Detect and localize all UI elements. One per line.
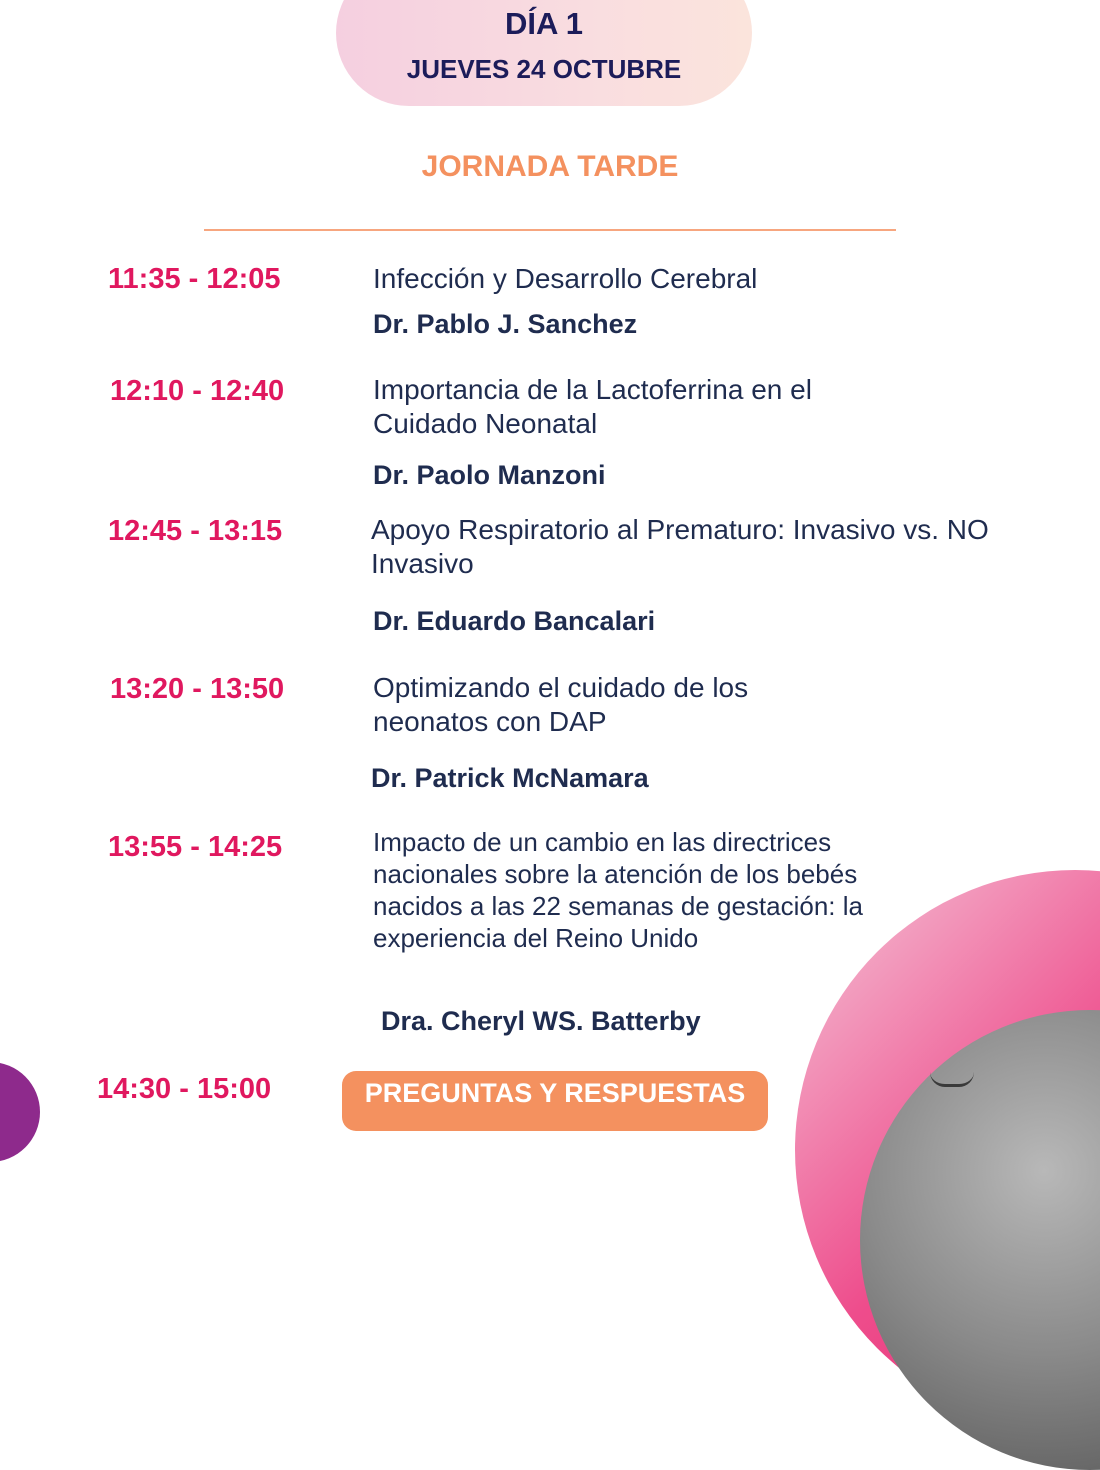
agenda-speaker: Dr. Pablo J. Sanchez — [373, 309, 638, 339]
agenda-time: 13:20 - 13:50 — [110, 673, 285, 705]
qa-badge: PREGUNTAS Y RESPUESTAS — [342, 1071, 768, 1131]
decorative-circle-left — [0, 1062, 40, 1162]
agenda-time: 11:35 - 12:05 — [108, 263, 281, 295]
agenda-time: 14:30 - 15:00 — [97, 1073, 272, 1105]
agenda-time: 13:55 - 14:25 — [108, 831, 283, 863]
agenda-speaker: Dr. Eduardo Bancalari — [373, 606, 656, 636]
day-header-pill — [336, 0, 752, 106]
agenda-topic: Optimizando el cuidado de los neonatos con DAP — [373, 672, 749, 737]
agenda-time: 12:45 - 13:15 — [108, 515, 283, 547]
agenda-time: 12:10 - 12:40 — [110, 375, 285, 407]
agenda-topic: Impacto de un cambio en las directrices nacionales sobre la atención de los bebés nacidos a las 22 semanas de gestación: la experiencia del Reino Unido — [373, 827, 863, 953]
agenda-topic: Importancia de la Lactoferrina en el Cuidado Neonatal — [373, 374, 812, 439]
agenda-topic: Infección y Desarrollo Cerebral — [373, 263, 758, 294]
agenda-speaker: Dr. Paolo Manzoni — [373, 460, 606, 490]
day-title: DÍA 1 — [504, 6, 584, 41]
agenda-speaker: Dr. Patrick McNamara — [371, 763, 649, 793]
day-date: JUEVES 24 OCTUBRE — [406, 54, 682, 84]
agenda-topic: Apoyo Respiratorio al Prematuro: Invasivo vs. NO Invasivo — [371, 514, 989, 579]
section-divider — [204, 229, 896, 231]
agenda-speaker: Dra. Cheryl WS. Batterby — [381, 1006, 701, 1036]
session-title: JORNADA TARDE — [421, 150, 679, 183]
